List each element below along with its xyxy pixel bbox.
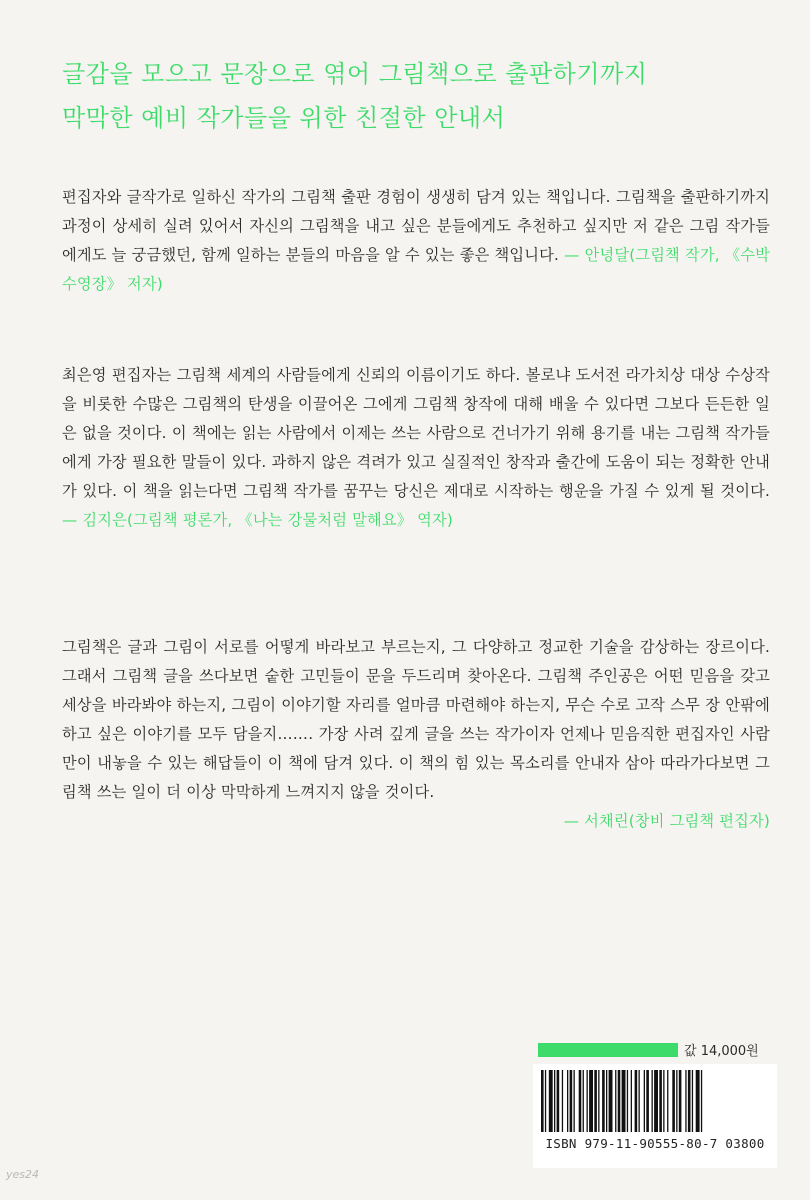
price-label: 값 14,000원: [684, 1044, 759, 1059]
barcode-panel: [533, 1064, 777, 1168]
endorsement-1-text: 편집자와 글작가로 일하신 작가의 그림책 출판 경험이 생생히 담겨 있는 책입니다. 그림책을 출판하기까지 과정이 상세히 실려 있어서 자신의 그림책을 내고 싶은 분들에게도 추천하고 싶지만 저 같은 그림 작가들에게도 늘 궁금했던, 함께 일하는 분들의 마음을 알 수 있는 좋은 책입니다.: [62, 188, 770, 264]
endorsement-2-text: 최은영 편집자는 그림책 세계의 사람들에게 신뢰의 이름이기도 하다. 볼로냐 도서전 라가치상 대상 수상작을 비롯한 수많은 그림책의 탄생을 이끌어온 그에게 그림책 창작에 대해 배울 수 있다면 그보다 든든한 일은 없을 것이다. 이 책에는 읽는 사람에서 이제는 쓰는 사람으로 건너가기 위해 용기를 내는 그림책 작가들에게 가장 필요한 말들이 있다. 과하지 않은 격려가 있고 실질적인 창작과 출간에 도움이 되는 정확한 안내가 있다. 이 책을 읽는다면 그림책 작가를 꿈꾸는 당신은 제대로 시작하는 행운을 가질 수 있게 될 것이다.: [62, 366, 770, 500]
barcode-image: [541, 1070, 769, 1132]
endorsement-2-credit: — 김지은(그림책 평론가, 《나는 강물처럼 말해요》 역자): [62, 511, 454, 529]
endorsement-3: [62, 633, 770, 836]
watermark-logo: yes24: [6, 1168, 40, 1181]
endorsement-3-credit: — 서채린(창비 그림책 편집자): [563, 812, 770, 830]
price-bar: [538, 1043, 678, 1057]
endorsement-1: [62, 183, 770, 299]
endorsement-2: [62, 361, 770, 535]
headline: [62, 52, 782, 140]
endorsement-1-credit: — 안녕달(그림책 작가, 《수박 수영장》 저자): [62, 246, 770, 293]
endorsement-3-text: 그림책은 글과 그림이 서로를 어떻게 바라보고 부르는지, 그 다양하고 정교한 기술을 감상하는 장르이다. 그래서 그림책 글을 쓰다보면 숱한 고민들이 문을 두드리며 찾아온다. 그림책 주인공은 어떤 믿음을 갖고 세상을 바라봐야 하는지, 그림이 이야기할 자리를 얼마큼 마련해야 하는지, 무슨 수로 고작 스무 장 안팎에 하고 싶은 이야기를 모두 담을지……. 가장 사려 깊게 글을 쓰는 작가이자 언제나 믿음직한 편집자인 사람만이 내놓을 수 있는 해답들이 이 책에 담겨 있다. 이 책의 힘 있는 목소리를 안내자 삼아 따라가다보면 그림책 쓰는 일이 더 이상 막막하게 느껴지지 않을 것이다.: [62, 638, 770, 801]
headline-line-1: 글감을 모으고 문장으로 엮어 그림책으로 출판하기까지: [62, 60, 648, 88]
headline-line-2: 막막한 예비 작가들을 위한 친절한 안내서: [62, 104, 506, 132]
isbn-number: ISBN 979-11-90555-80-7 03800: [545, 1136, 765, 1151]
